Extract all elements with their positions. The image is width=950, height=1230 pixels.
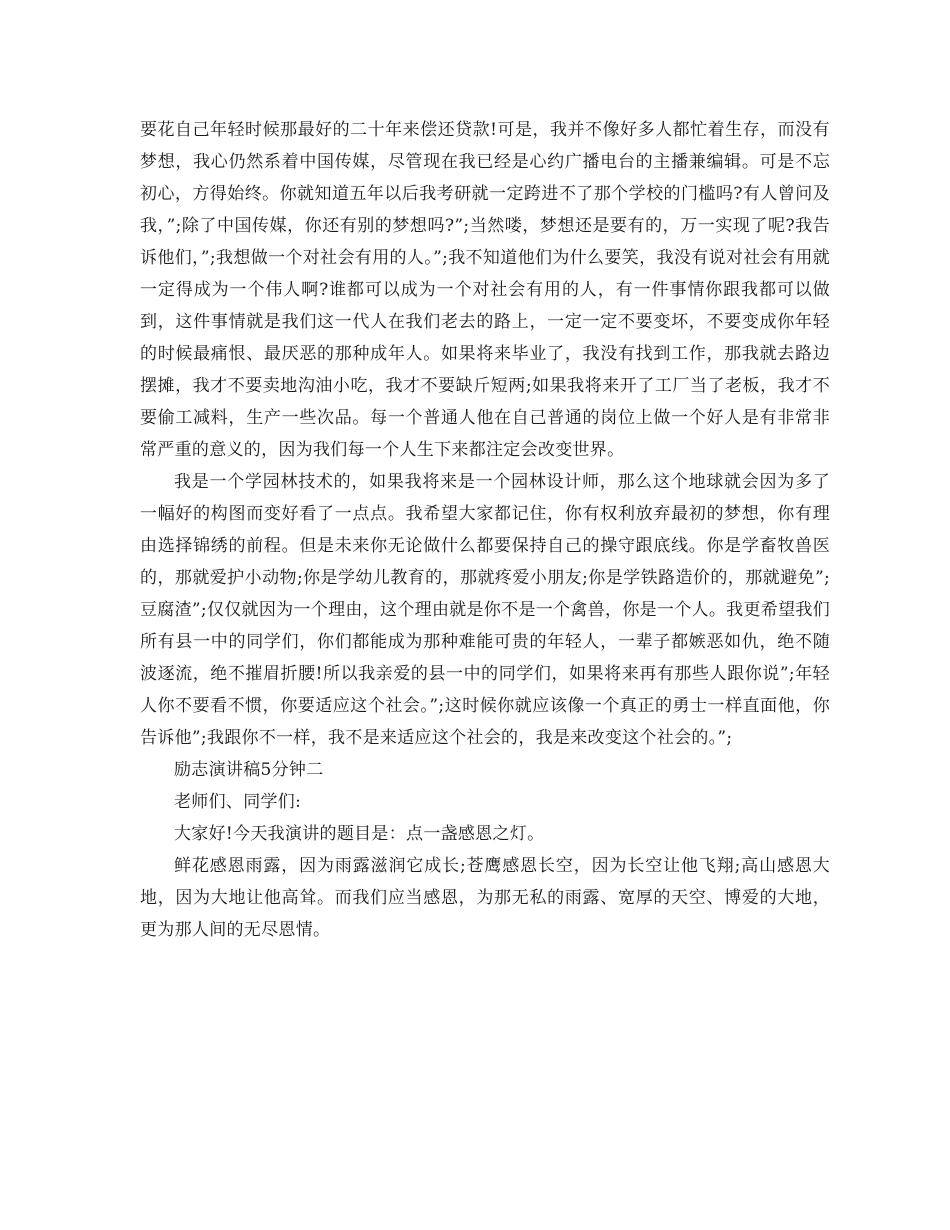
document-body — [140, 114, 830, 946]
paragraph-continuation: 要花自己年轻时候那最好的二十年来偿还贷款!可是，我并不像好多人都忙着生存，而没有梦想，我心仍然系着中国传媒，尽管现在我已经是心约广播电台的主播兼编辑。可是不忘初心，方得始终。你就知道五年以后我考研就一定跨进不了那个学校的门槛吗?有人曾问及我，”;除了中国传媒，你还有别的梦想吗?”;当然喽，梦想还是要有的，万一实现了呢?我告诉他们，”;我想做一个对社会有用的人。”;我不知道他们为什么要笑，我没有说对社会有用就一定得成为一个伟人啊?谁都可以成为一个对社会有用的人，有一件事情你跟我都可以做到，这件事情就是我们这一代人在我们老去的路上，一定一定不要变坏，不要变成你年轻的时候最痛恨、最厌恶的那种成年人。如果将来毕业了，我没有找到工作，那我就去路边摆摊，我才不要卖地沟油小吃，我才不要缺斤短两;如果我将来开了工厂当了老板，我才不要偷工减料，生产一些次品。每一个普通人他在自己普通的岗位上做一个好人是有非常非常严重的意义的，因为我们每一个人生下来都注定会改变世界。 — [140, 120, 830, 460]
paragraph-landscape: 我是一个学园林技术的，如果我将来是一个园林设计师，那么这个地球就会因为多了一幅好的构图而变好看了一点点。我希望大家都记住，你有权利放弃最初的梦想，你有理由选择锦绣的前程。但是未来你无论做什么都要保持自己的操守跟底线。你是学畜牧兽医的，那就爱护小动物;你是学幼儿教育的，那就疼爱小朋友;你是学铁路造价的，那就避免”;豆腐渣”;仅仅就因为一个理由，这个理由就是你不是一个禽兽，你是一个人。我更希望我们所有县一中的同学们，你们都能成为那种难能可贵的年轻人，一辈子都嫉恶如仇，绝不随波逐流，绝不摧眉折腰!所以我亲爱的县一中的同学们，如果将来再有那些人跟你说”;年轻人你不要看不惯，你要适应这个社会。”;这时候你就应该像一个真正的勇士一样直面他，你告诉他”;我跟你不一样，我不是来适应这个社会的，我是来改变这个社会的。”; — [140, 472, 830, 748]
salutation: 老师们、同学们: — [174, 792, 302, 812]
paragraph-gratitude: 鲜花感恩雨露，因为雨露滋润它成长;苍鹰感恩长空，因为长空让他飞翔;高山感恩大地，因为大地让他高耸。而我们应当感恩，为那无私的雨露、宽厚的天空、博爱的大地，更为那人间的无尽恩情。 — [140, 856, 830, 940]
greeting-topic: 大家好!今天我演讲的题目是：点一盏感恩之灯。 — [174, 824, 545, 844]
section-title: 励志演讲稿5分钟二 — [174, 760, 324, 780]
